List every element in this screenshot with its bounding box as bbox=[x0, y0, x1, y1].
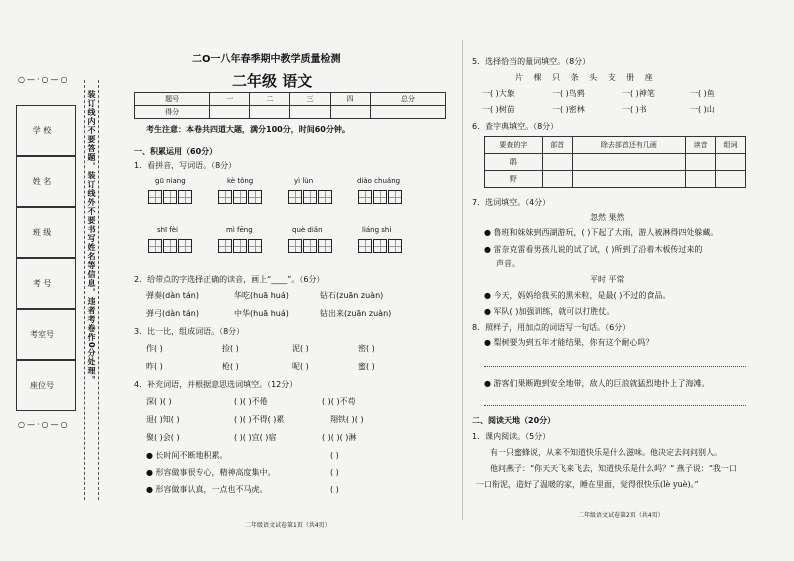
q4-item[interactable]: 退( )知( ) bbox=[146, 415, 180, 424]
binding-note: 装订线内不要答题，装订线外不要书写姓名等信息，违者考卷作0分处理。 bbox=[87, 90, 96, 385]
pinyin: diào chuáng bbox=[357, 177, 401, 185]
score-table-header bbox=[135, 93, 446, 106]
bullet-icon: ● bbox=[484, 291, 491, 300]
ornament: ○—·○—○ bbox=[18, 75, 70, 84]
question-1: 1．看拼音，写词语。（8分） bbox=[134, 161, 237, 170]
writing-grid[interactable] bbox=[358, 238, 403, 257]
bullet-item bbox=[484, 290, 670, 301]
name-label: 姓 名 bbox=[32, 177, 52, 186]
cell: 题号 bbox=[135, 93, 210, 106]
bullet-text[interactable]: 鲁班和妹妹到西湖游玩，( )下起了大雨，游人被淋得四处躲藏。 bbox=[493, 228, 719, 237]
bullet-text[interactable]: 雷奈克雷看男孩儿说的试了试，( )所到了沿着木板传过来的 bbox=[493, 245, 703, 254]
bullet-item bbox=[484, 227, 718, 238]
binding-line bbox=[98, 80, 99, 500]
cell: 四 bbox=[330, 93, 370, 106]
pinyin: yì lùn bbox=[294, 177, 314, 185]
answer-cell[interactable] bbox=[572, 171, 686, 188]
q4-item[interactable]: ( )( )不得( )累 bbox=[234, 415, 285, 424]
bullet-text: 形容做事认真，一点也不马虎。 bbox=[155, 485, 268, 494]
q3-item[interactable]: 作( ) bbox=[146, 344, 163, 353]
q3-item[interactable]: 枪( ) bbox=[222, 362, 239, 371]
cell: 鹃 bbox=[485, 154, 543, 171]
section-1-title: 一、积累运用（60分） bbox=[134, 147, 218, 156]
q5-item[interactable]: 一( )书 bbox=[622, 105, 647, 114]
reading-paragraph: 他问燕子：“你天天飞来飞去，知道快乐是什么吗？” 燕子说：“我一口 bbox=[490, 464, 737, 473]
writing-grid[interactable] bbox=[288, 189, 333, 208]
ornament: ○—·○—○ bbox=[18, 420, 70, 429]
q2-item[interactable]: 钻出来(zuān zuàn) bbox=[320, 309, 392, 318]
bullet-text: 长时间不断地积累。 bbox=[155, 451, 228, 460]
writing-grid[interactable] bbox=[148, 189, 193, 208]
bullet-item bbox=[146, 450, 228, 461]
q5-item[interactable]: 一( )山 bbox=[690, 105, 715, 114]
bullet-icon: ● bbox=[146, 485, 153, 494]
reading-question-1: 1．课内阅读。（5分） bbox=[472, 432, 551, 441]
page-footer: 二年级语文试卷第1页（共4页） bbox=[245, 522, 331, 529]
writing-grid[interactable] bbox=[218, 189, 263, 208]
score-cell[interactable] bbox=[250, 106, 290, 119]
cell: 除去部首还有几画 bbox=[572, 137, 686, 154]
exam-title: 二O一八年春季期中教学质量检测 bbox=[192, 54, 341, 65]
binding-line bbox=[84, 80, 85, 500]
question-2: 2．给带点的字选择正确的读音，画上“____”。（6分） bbox=[134, 275, 325, 284]
pinyin: gū niang bbox=[155, 177, 186, 185]
pinyin: mì fēng bbox=[226, 226, 253, 234]
answer-line[interactable] bbox=[484, 366, 746, 367]
binding-strip bbox=[6, 75, 101, 500]
question-7: 7．选词填空。（4分） bbox=[472, 198, 551, 207]
bullet-icon: ● bbox=[484, 245, 491, 254]
q5-item[interactable]: 一( )鱼 bbox=[690, 89, 715, 98]
word-choices: 平时 平常 bbox=[590, 275, 625, 284]
q2-item[interactable]: 中华(huā huá) bbox=[234, 309, 289, 318]
question-8: 8．照样子，用加点的词语写一句话。（6分） bbox=[472, 323, 631, 332]
q4-item[interactable]: ( )( )宜( )宿 bbox=[234, 433, 277, 442]
bullet-text: 形容做事很专心，精神高度集中。 bbox=[155, 468, 276, 477]
section-2-title: 二、阅读天地（20分） bbox=[472, 416, 556, 425]
bullet-item bbox=[146, 484, 268, 495]
score-table-row bbox=[135, 106, 446, 119]
exam-room-label: 考室号 bbox=[30, 330, 54, 339]
cell: 要查的字 bbox=[485, 137, 543, 154]
writing-grid[interactable] bbox=[358, 189, 403, 208]
question-3: 3．比一比，组成词语。（8分） bbox=[134, 327, 245, 336]
bullet-text-cont: 声音。 bbox=[496, 259, 520, 268]
bullet-item bbox=[484, 244, 702, 255]
answer-paren[interactable]: ( ) bbox=[330, 451, 339, 460]
q3-item[interactable]: 捡( ) bbox=[222, 344, 239, 353]
table-row bbox=[485, 154, 746, 171]
bullet-text: 游客们果断跑到安全地带，敌人的巨浪就猛烈地扑上了海滩。 bbox=[493, 379, 710, 388]
q5-item[interactable]: 一( )大象 bbox=[482, 89, 515, 98]
cell: 部首 bbox=[542, 137, 572, 154]
bullet-icon: ● bbox=[146, 468, 153, 477]
q2-item[interactable]: 弹弓(dàn tán) bbox=[146, 309, 199, 318]
q4-item[interactable]: ( )( )不倦 bbox=[234, 397, 268, 406]
writing-grid[interactable] bbox=[218, 238, 263, 257]
bullet-item bbox=[484, 306, 614, 317]
bullet-icon: ● bbox=[484, 338, 491, 347]
pinyin: shī fèi bbox=[157, 226, 178, 234]
cell: 总分 bbox=[370, 93, 445, 106]
word-choices: 忽然 果然 bbox=[590, 213, 625, 222]
bullet-item bbox=[484, 378, 710, 389]
q4-item[interactable]: 深( )( ) bbox=[146, 397, 172, 406]
answer-cell[interactable] bbox=[686, 154, 716, 171]
score-cell[interactable] bbox=[370, 106, 445, 119]
cell: 三 bbox=[290, 93, 330, 106]
bullet-icon: ● bbox=[484, 228, 491, 237]
q4-item[interactable]: 聚( )会( ) bbox=[146, 433, 180, 442]
bullet-item bbox=[484, 337, 654, 348]
q4-item[interactable]: 翔铁( )( ) bbox=[330, 415, 364, 424]
q2-item[interactable]: 华吃(huā huá) bbox=[234, 291, 289, 300]
table-row bbox=[485, 171, 746, 188]
score-cell[interactable] bbox=[210, 106, 250, 119]
pinyin: què diǎn bbox=[292, 226, 323, 234]
q5-item[interactable]: 一( )密林 bbox=[552, 105, 585, 114]
q3-item[interactable]: 昨( ) bbox=[146, 362, 163, 371]
answer-paren[interactable]: ( ) bbox=[330, 468, 339, 477]
q2-item[interactable]: 弹奏(dàn tán) bbox=[146, 291, 199, 300]
dictionary-table-header bbox=[485, 137, 746, 154]
seat-number-label: 座位号 bbox=[30, 381, 54, 390]
reading-paragraph: 有一只蜜蜂说，从来不知道快乐是什么滋味。他决定去问问别人。 bbox=[490, 448, 722, 457]
answer-line[interactable] bbox=[484, 405, 746, 406]
answer-cell[interactable] bbox=[542, 171, 572, 188]
question-5: 5．选择恰当的量词填空。（8分） bbox=[472, 57, 591, 66]
cell: 组词 bbox=[716, 137, 746, 154]
answer-cell[interactable] bbox=[686, 171, 716, 188]
score-table bbox=[134, 92, 446, 119]
school-label: 学 校 bbox=[32, 126, 52, 135]
measure-words: 片 棵 只 条 头 支 册 座 bbox=[515, 73, 657, 82]
cell: 得分 bbox=[135, 106, 210, 119]
q3-item[interactable]: 密( ) bbox=[358, 344, 375, 353]
q5-item[interactable]: 一( )树苗 bbox=[482, 105, 515, 114]
writing-grid[interactable] bbox=[288, 238, 333, 257]
answer-cell[interactable] bbox=[542, 154, 572, 171]
writing-grid[interactable] bbox=[148, 238, 193, 257]
pinyin: kè tǒng bbox=[227, 177, 254, 185]
bullet-text[interactable]: 今天，妈妈给我买的黑米粒，是最( )不过的食品。 bbox=[493, 291, 671, 300]
cell: 读音 bbox=[686, 137, 716, 154]
exam-subtitle: 二年级 语文 bbox=[232, 72, 313, 90]
q5-item[interactable]: 一( )鸟鸦 bbox=[552, 89, 585, 98]
bullet-item bbox=[146, 467, 276, 478]
q5-item[interactable]: 一( )神笔 bbox=[622, 89, 655, 98]
q3-item[interactable]: 蜜( ) bbox=[358, 362, 375, 371]
cell: 二 bbox=[250, 93, 290, 106]
dictionary-table bbox=[484, 136, 746, 188]
q2-item[interactable]: 钻石(zuān zuàn) bbox=[320, 291, 384, 300]
cell: 野 bbox=[485, 171, 543, 188]
score-cell[interactable] bbox=[290, 106, 330, 119]
answer-cell[interactable] bbox=[572, 154, 686, 171]
exam-number-label: 考 号 bbox=[32, 279, 52, 288]
cell: 一 bbox=[210, 93, 250, 106]
question-6: 6．查字典填空。（8分） bbox=[472, 122, 559, 131]
bullet-icon: ● bbox=[146, 451, 153, 460]
page-divider bbox=[462, 40, 463, 520]
question-4: 4．补充词语，并根据意思选词填空。（12分） bbox=[134, 380, 298, 389]
pinyin: liáng shi bbox=[362, 226, 392, 234]
answer-paren[interactable]: ( ) bbox=[330, 485, 339, 494]
q3-item[interactable]: 呢( ) bbox=[292, 362, 309, 371]
reading-paragraph: 一口衔泥，造好了温暖的家，睡在里面，觉得很快乐(lè yuè)。” bbox=[476, 480, 699, 489]
answer-cell[interactable] bbox=[716, 171, 746, 188]
page-footer: 二年级语文试卷第2页（共4页） bbox=[578, 512, 664, 519]
q3-item[interactable]: 泥( ) bbox=[292, 344, 309, 353]
bullet-icon: ● bbox=[484, 307, 491, 316]
score-cell[interactable] bbox=[330, 106, 370, 119]
class-label: 班 级 bbox=[32, 228, 52, 237]
q4-item[interactable]: ( )( )( )淋 bbox=[322, 433, 357, 442]
exam-note: 考生注意：本卷共四道大题，满分100分，时间60分钟。 bbox=[146, 125, 350, 134]
answer-cell[interactable] bbox=[716, 154, 746, 171]
bullet-icon: ● bbox=[484, 379, 491, 388]
bullet-text[interactable]: 军队( )加强训练，就可以打胜仗。 bbox=[493, 307, 615, 316]
bullet-text: 梨树要为到五年才能结果，你有这个耐心吗？ bbox=[493, 338, 654, 347]
q4-item[interactable]: ( )( )不苟 bbox=[322, 397, 356, 406]
